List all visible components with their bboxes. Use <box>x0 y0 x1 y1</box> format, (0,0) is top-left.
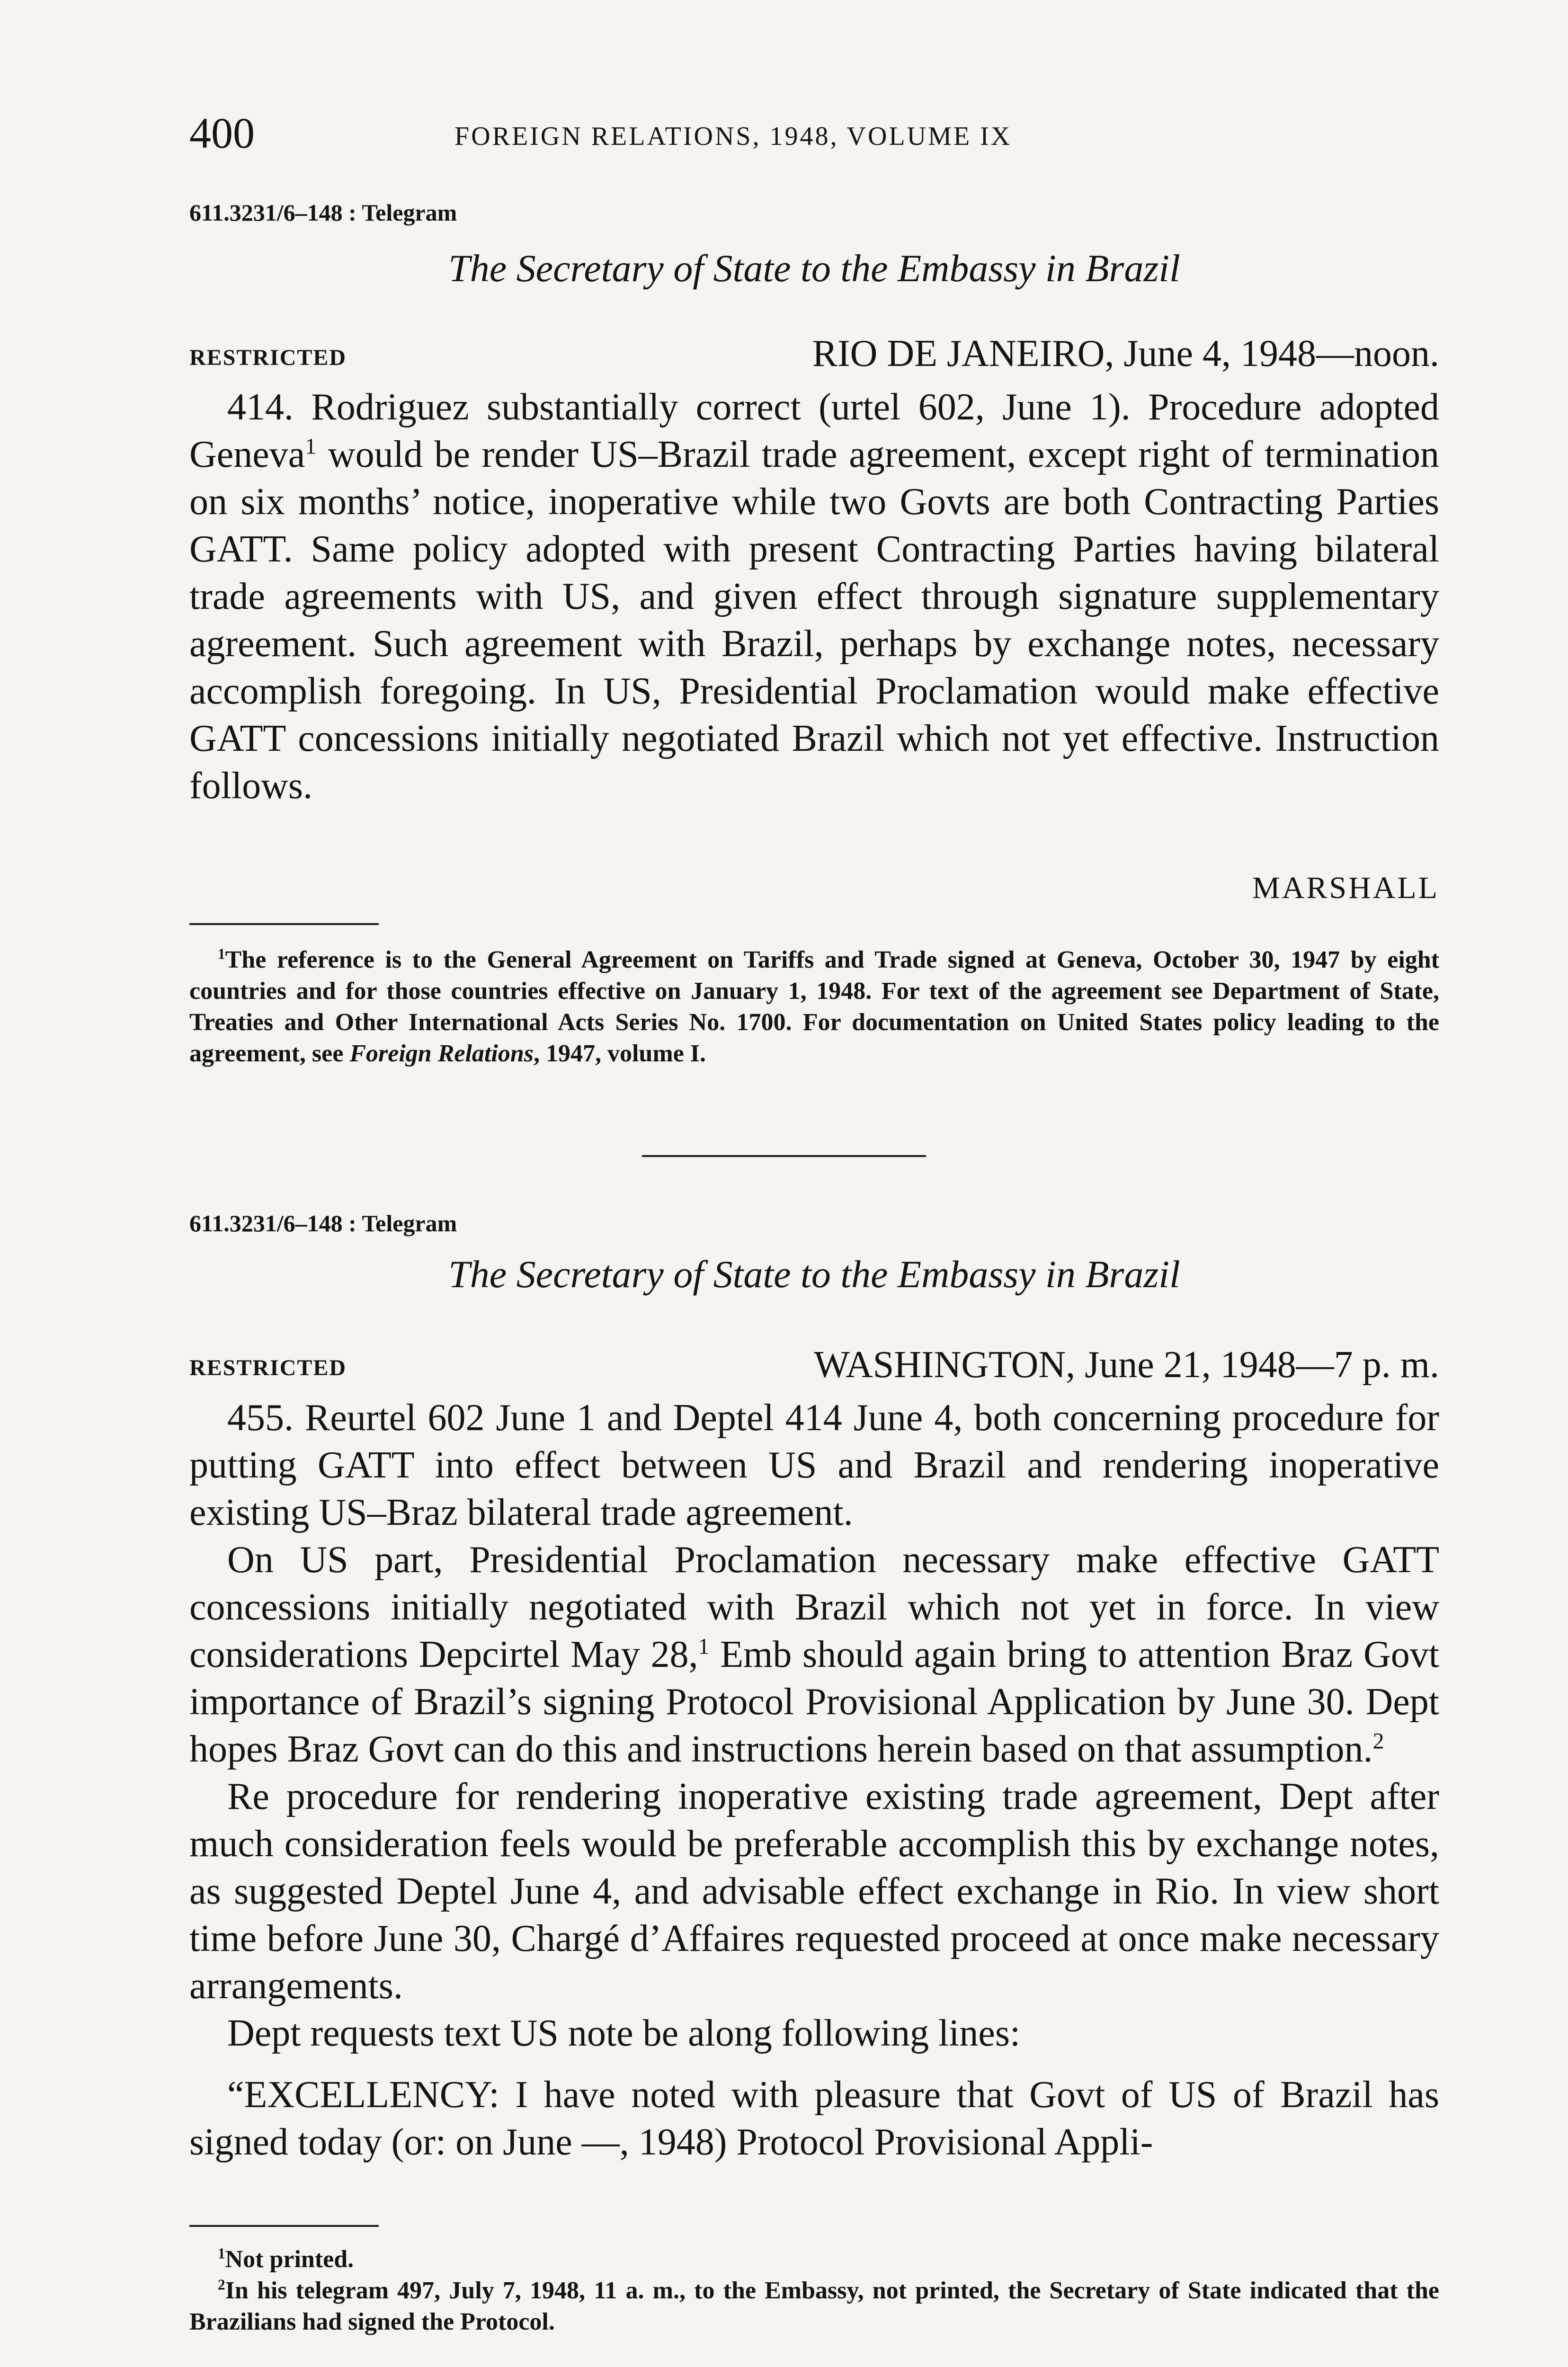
footnote-ref: 1 <box>698 1634 710 1659</box>
doc2-paragraph-5: “EXCELLENCY: I have noted with pleasure that Govt of US of Brazil has signed today (or: on June —, 1948) Protocol Provisional Appli- <box>189 2074 1439 2163</box>
doc2-body <box>189 1394 1439 2166</box>
footnote-rule <box>189 923 379 925</box>
page-header <box>189 108 1439 165</box>
doc1-classification: RESTRICTED <box>189 345 347 370</box>
doc2-dateline: WASHINGTON, June 21, 1948—7 p. m. <box>814 1344 1439 1386</box>
section-divider <box>642 1155 926 1157</box>
doc2-paragraph-2: On US part, Presidential Proclamation necessary make effective GATT concessions initially negotiated with Brazil which not yet in force. In view considerations Depcirtel May 28,$^1$ Emb should again bring to attention Braz Govt importance of Brazil’s signing Protocol Provisional Application by June 30. Dept hopes Braz Govt can do this and instructions herein based on that assumption.$^2$ <box>189 1539 1439 1770</box>
footnote-2: $^2$In his telegram 497, July 7, 1948, 11 a. m., to the Embassy, not printed, the Secretary of State indicated that the Brazilians had signed the Protocol. <box>189 2276 1439 2335</box>
doc2-classification: RESTRICTED <box>189 1355 347 1380</box>
running-title: FOREIGN RELATIONS, 1948, VOLUME IX <box>454 122 1012 151</box>
footnote-1: $^1$Not printed. <box>218 2245 354 2273</box>
doc1-title: The Secretary of State to the Embassy in Brazil <box>448 247 1180 290</box>
doc2-file-number: 611.3231/6–148 : Telegram <box>189 1210 457 1237</box>
footnote-ref: 1 <box>305 434 317 459</box>
doc1-file-number: 611.3231/6–148 : Telegram <box>189 199 457 226</box>
footnote-1: $^1$The reference is to the General Agreement on Tariffs and Trade signed at Geneva, October 30, 1947 by eight countries and for those countries effective on January 1, 1948. For text of the agreement see Department of State, Treaties and Other International Acts Series No. 1700. For documentation on United States policy leading to the agreement, see Foreign Relations, 1947, volume I. <box>189 945 1439 1067</box>
doc2-footnotes <box>189 2244 1439 2338</box>
footnote-rule <box>189 2225 379 2227</box>
doc1-signature: MARSHALL <box>1252 871 1439 905</box>
page-number: 400 <box>189 109 255 157</box>
doc1-body <box>189 383 1439 810</box>
doc1-paragraph: 414. Rodriguez substantially correct (urtel 602, June 1). Procedure adopted Geneva$^1$ would be render US–Brazil trade agreement, except right of termination on six months’ notice, inoperative while two Govts are both Contracting Parties GATT. Same policy adopted with present Contracting Parties having bilateral trade agreements with US, and given effect through signature supplementary agreement. Such agreement with Brazil, perhaps by exchange notes, necessary accomplish foregoing. In US, Presidential Proclamation would make effective GATT concessions initially negotiated Brazil which not yet effective. Instruction follows. <box>189 386 1439 807</box>
doc2-title: The Secretary of State to the Embassy in Brazil <box>448 1253 1180 1296</box>
doc1-footnotes <box>189 944 1439 1069</box>
footnote-ref: 2 <box>1372 1728 1384 1754</box>
doc1-dateline: RIO DE JANEIRO, June 4, 1948—noon. <box>812 333 1439 374</box>
doc2-paragraph-3: Re procedure for rendering inoperative existing trade agreement, Dept after much consideration feels would be preferable accomplish this by exchange notes, as suggested Deptel June 4, and advisable effect exchange in Rio. In view short time before June 30, Chargé d’Affaires requested proceed at once make necessary arrangements. <box>189 1776 1439 2007</box>
doc2-paragraph-1: 455. Reurtel 602 June 1 and Deptel 414 June 4, both concerning procedure for putting GATT into effect between US and Brazil and rendering inoperative existing US–Braz bilateral trade agreement. <box>189 1397 1439 1533</box>
doc2-paragraph-4: Dept requests text US note be along following lines: <box>227 2012 1021 2054</box>
